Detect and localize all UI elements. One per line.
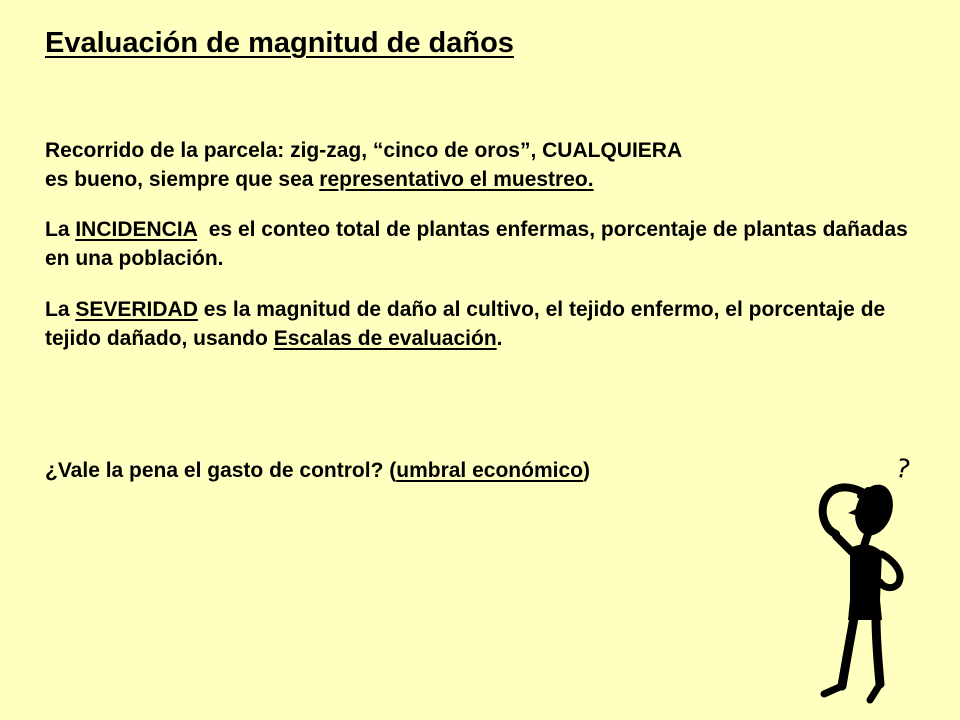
severidad-suffix: . [496,327,503,350]
severidad-definition: es la magnitud de daño al cultivo, el tejido enfermo, el porcentaje de tejido dañado, usando [45,298,886,350]
paragraph-recorrido-line1: Recorrido de la parcela: zig-zag, “cinco de oros”, CUALQUIERA [45,139,683,162]
incidencia-definition: es el conteo total de plantas enfermas, porcentaje de plantas dañadas en una población. [45,218,914,270]
paragraph-recorrido-line2: es bueno, siempre que sea [45,168,320,191]
paragraph-umbral [45,456,925,485]
thinking-person-icon [810,450,930,710]
paragraph-recorrido [45,136,925,194]
umbral-prefix: ¿Vale la pena el gasto de control? ( [45,459,397,482]
escalas-link: Escalas de evaluación [273,327,497,350]
umbral-keyword: umbral económico [396,459,583,482]
incidencia-keyword: INCIDENCIA [75,218,198,241]
severidad-prefix: La [45,298,76,321]
paragraph-severidad [45,295,925,353]
question-mark-icon: ? [893,453,913,486]
severidad-keyword: SEVERIDAD [75,298,198,321]
umbral-suffix: ) [582,459,590,482]
slide-title: Evaluación de magnitud de daños [45,27,514,59]
representativo-underlined: representativo el muestreo. [319,168,594,191]
incidencia-prefix: La [45,218,76,241]
paragraph-incidencia [45,215,925,273]
